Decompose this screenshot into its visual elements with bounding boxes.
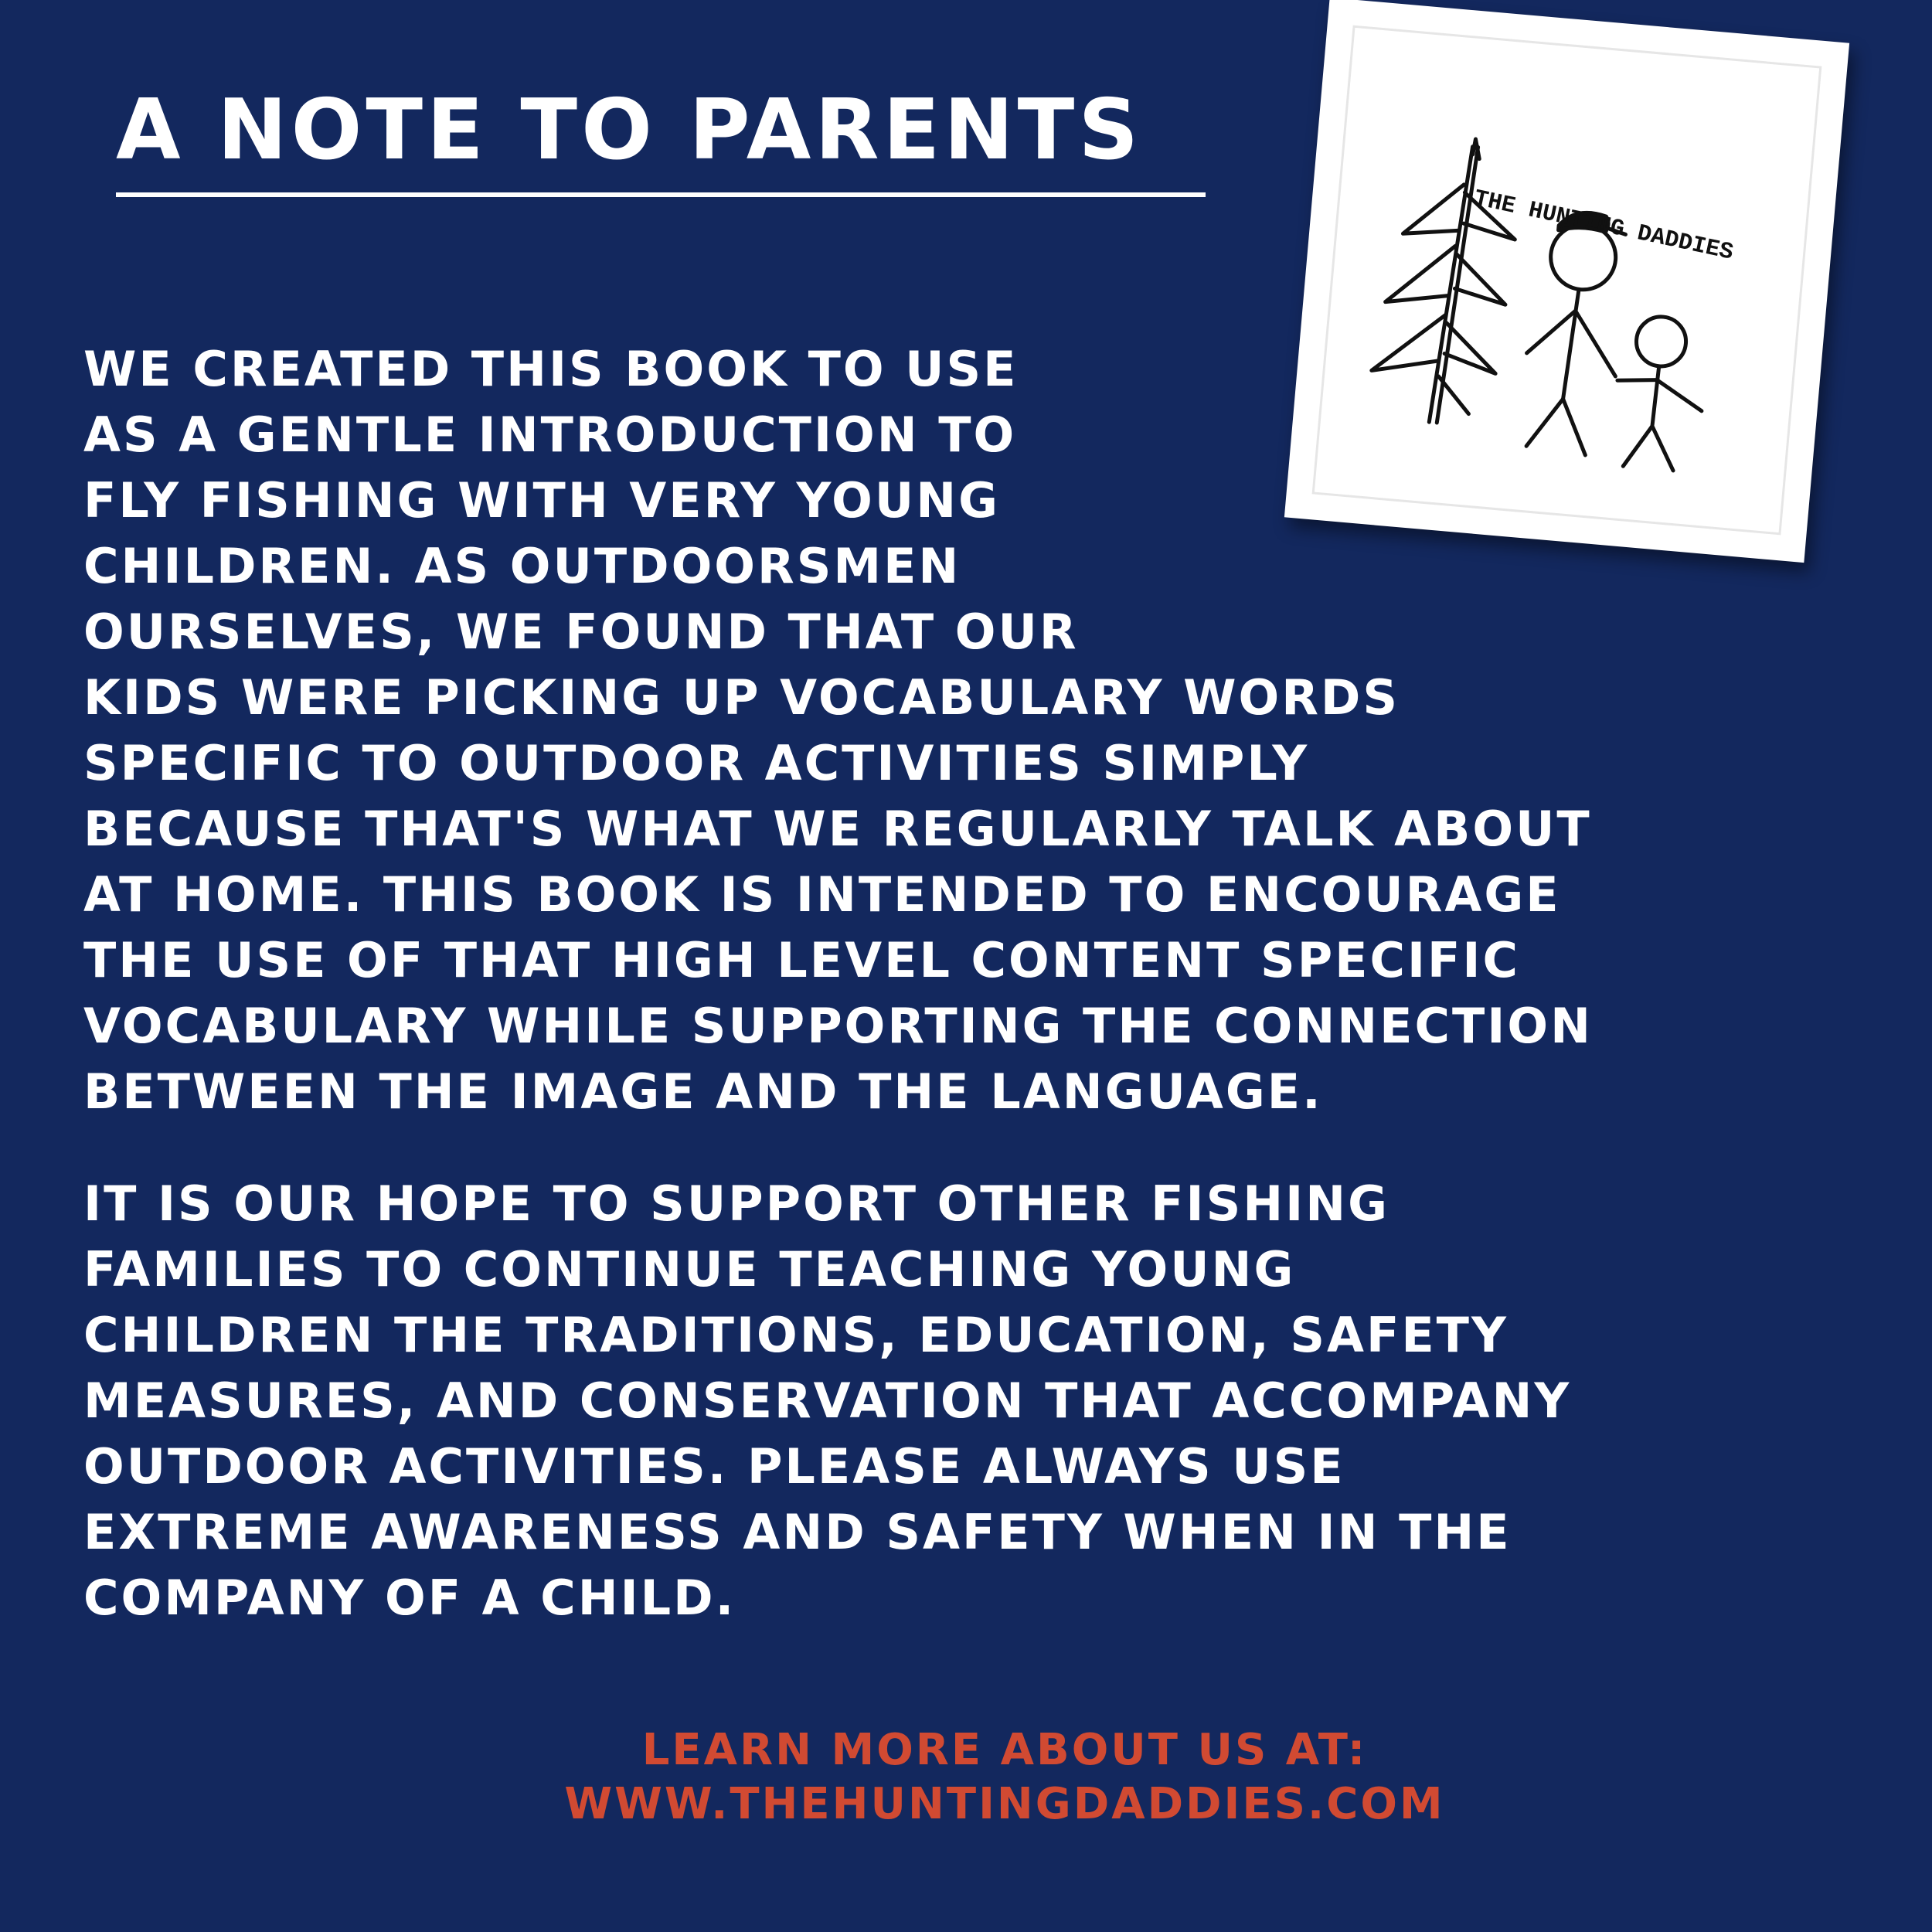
intro-paragraph — [83, 336, 1593, 1124]
hope-paragraph — [83, 1171, 1571, 1631]
website-link[interactable]: WWW.THEHUNTINGDADDIES.COM — [564, 1779, 1445, 1829]
paragraph-line: THE USE OF THAT HIGH LEVEL CONTENT SPECIFIC — [83, 932, 1520, 988]
paragraph-line: BETWEEN THE IMAGE AND THE LANGUAGE. — [83, 1063, 1323, 1120]
paragraph-line: CHILDREN THE TRADITIONS, EDUCATION, SAFETY — [83, 1307, 1509, 1363]
book-cover-title: THE HUNTING DADDIES — [1471, 185, 1736, 267]
paragraph-line: CHILDREN. AS OUTDOORSMEN — [83, 538, 961, 594]
paragraph-line: VOCABULARY WHILE SUPPORTING THE CONNECTION — [83, 998, 1593, 1054]
paragraph-line: KIDS WERE PICKING UP VOCABULARY WORDS — [83, 669, 1400, 726]
paragraph-line: OUTDOOR ACTIVITIES. PLEASE ALWAYS USE — [83, 1438, 1345, 1495]
page-title: A NOTE TO PARENTS — [116, 89, 1206, 197]
paragraph-line: COMPANY OF A CHILD. — [83, 1570, 736, 1626]
paragraph-line: FAMILIES TO CONTINUE TEACHING YOUNG — [83, 1241, 1296, 1298]
paragraph-line: AT HOME. THIS BOOK IS INTENDED TO ENCOURAGE — [83, 866, 1561, 923]
learn-more-text: LEARN MORE ABOUT US AT: — [641, 1725, 1368, 1775]
paragraph-line: WE CREATED THIS BOOK TO USE — [83, 341, 1019, 397]
paragraph-line: BECAUSE THAT'S WHAT WE REGULARLY TALK ABOUT — [83, 801, 1592, 857]
paragraph-line: OURSELVES, WE FOUND THAT OUR — [83, 604, 1079, 660]
paragraph-line: EXTREME AWARENESS AND SAFETY WHEN IN THE — [83, 1504, 1512, 1560]
paragraph-line: SPECIFIC TO OUTDOOR ACTIVITIES SIMPLY — [83, 735, 1310, 791]
paragraph-line: AS A GENTLE INTRODUCTION TO — [83, 406, 1017, 463]
paragraph-line: FLY FISHING WITH VERY YOUNG — [83, 472, 1000, 529]
child-stick-figure — [1610, 314, 1709, 473]
paragraph-line: MEASURES, AND CONSERVATION THAT ACCOMPANY — [83, 1372, 1572, 1429]
paragraph-line: IT IS OUR HOPE TO SUPPORT OTHER FISHING — [83, 1175, 1389, 1232]
footer — [464, 1723, 1546, 1832]
